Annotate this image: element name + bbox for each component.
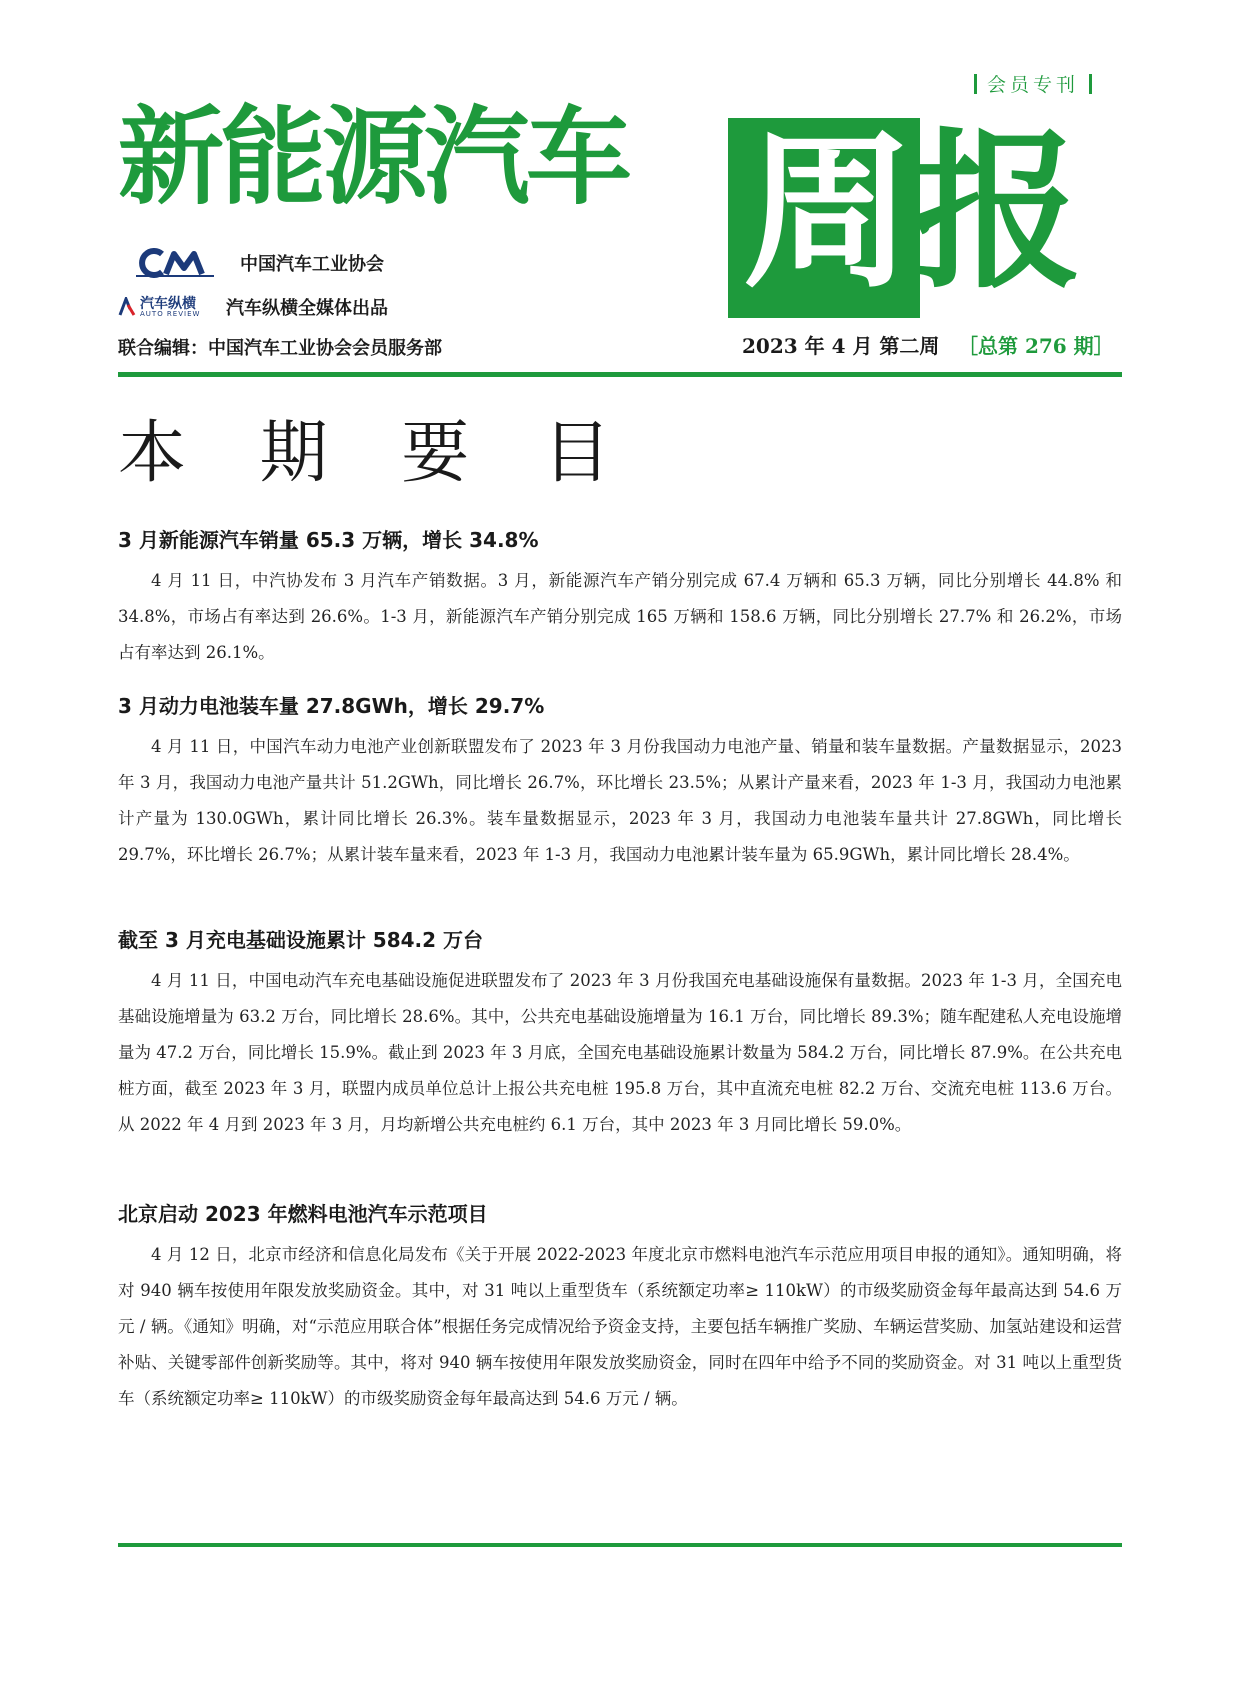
header-divider	[118, 372, 1122, 377]
article-body: 4 月 11 日，中国汽车动力电池产业创新联盟发布了 2023 年 3 月份我国动力电池产量、销量和装车量数据。产量数据显示，2023 年 3 月，我国动力电池产量共计 51.2GWh，同比增长 26.7%，环比增长 23.5%；从累计产量来看，2023 年 1-3 月，我国动力电池累计产量为 130.0GWh，累计同比增长 26.3%。装车量数据显示，2023 年 3 月，我国动力电池装车量共计 27.8GWh，同比增长 29.7%，环比增长 26.7%；从累计装车量来看，2023 年 1-3 月，我国动力电池累计装车量为 65.9GWh，累计同比增长 28.4%。	[118, 737, 1122, 864]
caam-logo	[132, 248, 218, 278]
caam-row	[118, 248, 384, 278]
article-title: 北京启动 2023 年燃料电池汽车示范项目	[118, 1202, 488, 1226]
article-title: 截至 3 月充电基础设施累计 584.2 万台	[118, 928, 484, 952]
review-row	[118, 294, 388, 320]
section-title: 本 期 要 目	[118, 414, 637, 493]
article	[118, 690, 1122, 873]
issue-number: ［总第 276 期］	[958, 334, 1114, 358]
footer-divider	[118, 1543, 1122, 1547]
joint-editor: 联合编辑：中国汽车工业协会会员服务部	[118, 338, 442, 359]
review-name: 汽车纵横全媒体出品	[226, 298, 388, 319]
masthead-title: 新能源汽车	[118, 96, 628, 219]
auto-review-logo	[118, 297, 218, 318]
auto-review-mark-icon	[118, 297, 136, 317]
tag-bar-right	[1089, 74, 1092, 94]
article-title: 3 月新能源汽车销量 65.3 万辆，增长 34.8%	[118, 528, 539, 552]
article-body: 4 月 11 日，中国电动汽车充电基础设施促进联盟发布了 2023 年 3 月份我国充电基础设施保有量数据。2023 年 1-3 月，全国充电基础设施增量为 63.2 万台，同比增长 28.6%。其中，公共充电基础设施增量为 16.1 万台，同比增长 89.3%；随车配建私人充电设施增量为 47.2 万台，同比增长 15.9%。截止到 2023 年 3 月底，全国充电基础设施累计数量为 584.2 万台，同比增长 87.9%。在公共充电桩方面，截至 2023 年 3 月，联盟内成员单位总计上报公共充电桩 195.8 万台，其中直流充电桩 82.2 万台、交流充电桩 113.6 万台。从 2022 年 4 月到 2023 年 3 月，月均新增公共充电桩约 6.1 万台，其中 2023 年 3 月同比增长 59.0%。	[118, 971, 1122, 1134]
member-edition-tag	[964, 70, 1102, 97]
caam-name: 中国汽车工业协会	[240, 254, 384, 275]
member-edition-label: 会员专刊	[986, 74, 1079, 96]
article	[118, 524, 1122, 671]
article-body: 4 月 12 日，北京市经济和信息化局发布《关于开展 2022-2023 年度北京市燃料电池汽车示范应用项目申报的通知》。通知明确，将对 940 辆车按使用年限发放奖励资金。其中，对 31 吨以上重型货车（系统额定功率≥ 110kW）的市级奖励资金每年最高达到 54.6 万元 / 辆。《通知》明确，对“示范应用联合体”根据任务完成情况给予资金支持，主要包括车辆推广奖励、车辆运营奖励、加氢站建设和运营补贴、关键零部件创新奖励等。其中，将对 940 辆车按使用年限发放奖励资金，同时在四年中给予不同的奖励资金。对 31 吨以上重型货车（系统额定功率≥ 110kW）的市级奖励资金每年最高达到 54.6 万元 / 辆。	[118, 1245, 1122, 1408]
article	[118, 924, 1122, 1143]
article-body: 4 月 11 日，中汽协发布 3 月汽车产销数据。3 月，新能源汽车产销分别完成 67.4 万辆和 65.3 万辆，同比分别增长 44.8% 和 34.8%，市场占有率达到 26.6%。1-3 月，新能源汽车产销分别完成 165 万辆和 158.6 万辆，同比分别增长 27.7% 和 26.2%，市场占有率达到 26.1%。	[118, 571, 1122, 662]
tag-bar-left	[974, 74, 977, 94]
auto-review-logo-en: AUTO REVIEW	[140, 309, 201, 318]
issue-date: 2023 年 4 月 第二周	[742, 334, 940, 358]
article	[118, 1198, 1122, 1417]
article-title: 3 月动力电池装车量 27.8GWh，增长 29.7%	[118, 694, 545, 718]
masthead-weekly-bao: 报	[912, 112, 1083, 312]
masthead-weekly-zhou: 周	[742, 112, 913, 312]
auto-review-logo-cn: 汽车纵横	[140, 295, 196, 312]
